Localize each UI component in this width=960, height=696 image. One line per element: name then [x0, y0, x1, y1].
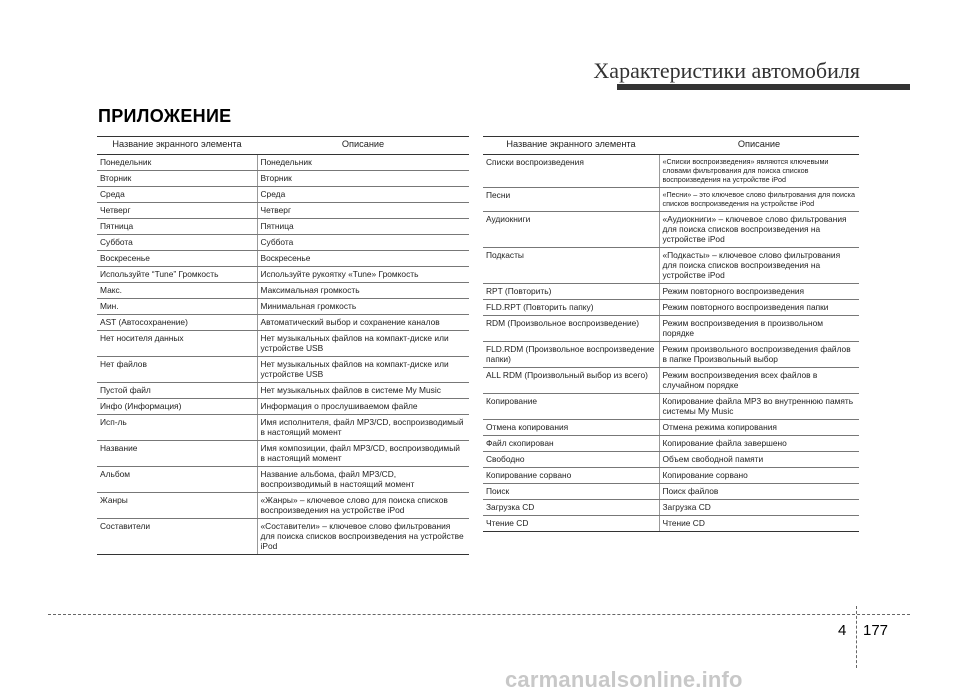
cell-desc: Нет музыкальных файлов в системе My Music: [257, 383, 469, 399]
cell-name: Свободно: [483, 452, 659, 468]
cell-name: Исп-ль: [97, 415, 257, 441]
table-row: [97, 383, 469, 399]
cell-desc: Максимальная громкость: [257, 283, 469, 299]
table-left-body: [97, 155, 469, 555]
page-number: 177: [863, 622, 889, 639]
table-row: [97, 467, 469, 493]
cell-name: Нет файлов: [97, 357, 257, 383]
table-row: [483, 212, 859, 248]
header-title: Характеристики автомобиля: [593, 58, 860, 83]
cell-name: Мин.: [97, 299, 257, 315]
cell-name: Пустой файл: [97, 383, 257, 399]
table-row: [97, 203, 469, 219]
cell-desc: «Списки воспроизведения» являются ключевыми словами фильтрования для поиска списков воспроизведения на устройстве iPod: [659, 155, 859, 188]
table-row: [483, 155, 859, 188]
cell-desc: «Жанры» – ключевое слово для поиска списков воспроизведения на устройстве iPod: [257, 493, 469, 519]
watermark: carmanualsonline.info: [505, 667, 743, 692]
cell-name: Подкасты: [483, 248, 659, 284]
cell-name: FLD.RDM (Произвольное воспроизведение папки): [483, 342, 659, 368]
footer-divider: [48, 614, 910, 615]
cell-name: Поиск: [483, 484, 659, 500]
table-row: [483, 452, 859, 468]
table-row: [483, 420, 859, 436]
cell-desc: «Аудиокниги» – ключевое слово фильтрования для поиска списков воспроизведения на устройстве iPod: [659, 212, 859, 248]
table-row: [97, 187, 469, 203]
cell-desc: «Песни» – это ключевое слово фильтрования для поиска списков воспроизведения на устройстве iPod: [659, 188, 859, 212]
cell-desc: Отмена режима копирования: [659, 420, 859, 436]
cell-name: Нет носителя данных: [97, 331, 257, 357]
table-row: [97, 315, 469, 331]
page-number-separator: [856, 606, 857, 668]
cell-name: Среда: [97, 187, 257, 203]
cell-desc: «Составители» – ключевое слово фильтрования для поиска списков воспроизведения на устройстве iPod: [257, 519, 469, 555]
table-row: [483, 484, 859, 500]
table-row: [97, 357, 469, 383]
cell-name: AST (Автосохранение): [97, 315, 257, 331]
cell-desc: Суббота: [257, 235, 469, 251]
cell-desc: Копирование файла завершено: [659, 436, 859, 452]
cell-desc: Автоматический выбор и сохранение каналов: [257, 315, 469, 331]
cell-name: Воскресенье: [97, 251, 257, 267]
table-row: [97, 299, 469, 315]
col-header-desc: Описание: [659, 137, 859, 155]
cell-desc: Понедельник: [257, 155, 469, 171]
cell-name: Загрузка CD: [483, 500, 659, 516]
cell-desc: Объем свободной памяти: [659, 452, 859, 468]
cell-name: Макс.: [97, 283, 257, 299]
cell-desc: Режим произвольного воспроизведения файлов в папке Произвольный выбор: [659, 342, 859, 368]
cell-name: Составители: [97, 519, 257, 555]
cell-desc: Вторник: [257, 171, 469, 187]
table-header-row: [483, 137, 859, 155]
table-row: [483, 300, 859, 316]
table-row: [97, 331, 469, 357]
table-row: [483, 516, 859, 532]
cell-desc: Чтение CD: [659, 516, 859, 532]
cell-name: Четверг: [97, 203, 257, 219]
cell-name: Жанры: [97, 493, 257, 519]
cell-desc: Используйте рукоятку «Tune» Громкость: [257, 267, 469, 283]
table-row: [97, 399, 469, 415]
table-row: [97, 267, 469, 283]
table-right-body: [483, 155, 859, 532]
cell-desc: Пятница: [257, 219, 469, 235]
table-row: [97, 235, 469, 251]
cell-desc: Нет музыкальных файлов на компакт-диске или устройстве USB: [257, 357, 469, 383]
table-left: [97, 136, 469, 555]
cell-name: FLD.RPT (Повторить папку): [483, 300, 659, 316]
table-row: [97, 283, 469, 299]
cell-name: Отмена копирования: [483, 420, 659, 436]
cell-name: Чтение CD: [483, 516, 659, 532]
table-row: [483, 468, 859, 484]
col-header-desc: Описание: [257, 137, 469, 155]
cell-name: RDM (Произвольное воспроизведение): [483, 316, 659, 342]
cell-name: ALL RDM (Произвольный выбор из всего): [483, 368, 659, 394]
cell-desc: Копирование файла MP3 во внутреннюю память системы My Music: [659, 394, 859, 420]
cell-name: Списки воспроизведения: [483, 155, 659, 188]
cell-name: Используйте “Tune” Громкость: [97, 267, 257, 283]
cell-name: Суббота: [97, 235, 257, 251]
table-row: [483, 342, 859, 368]
cell-name: RPT (Повторить): [483, 284, 659, 300]
table-row: [97, 155, 469, 171]
cell-name: Альбом: [97, 467, 257, 493]
cell-desc: Копирование сорвано: [659, 468, 859, 484]
cell-desc: «Подкасты» – ключевое слово фильтрования для поиска списков воспроизведения на устройстве iPod: [659, 248, 859, 284]
table-row: [97, 219, 469, 235]
table-row: [97, 251, 469, 267]
cell-desc: Режим повторного воспроизведения папки: [659, 300, 859, 316]
table-row: [97, 519, 469, 555]
table-row: [483, 500, 859, 516]
table-row: [483, 284, 859, 300]
cell-desc: Среда: [257, 187, 469, 203]
cell-desc: Имя композиции, файл MP3/CD, воспроизводимый в настоящий момент: [257, 441, 469, 467]
header-rule: [617, 84, 910, 90]
cell-name: Копирование: [483, 394, 659, 420]
section-title: ПРИЛОЖЕНИЕ: [98, 106, 232, 126]
cell-name: Понедельник: [97, 155, 257, 171]
cell-name: Песни: [483, 188, 659, 212]
table-right: [483, 136, 859, 532]
cell-name: Аудиокниги: [483, 212, 659, 248]
table-row: [97, 171, 469, 187]
table-row: [97, 493, 469, 519]
table-row: [97, 415, 469, 441]
cell-desc: Информация о прослушиваемом файле: [257, 399, 469, 415]
cell-desc: Четверг: [257, 203, 469, 219]
cell-desc: Название альбома, файл MP3/CD, воспроизводимый в настоящий момент: [257, 467, 469, 493]
col-header-name: Название экранного элемента: [97, 137, 257, 155]
cell-name: Файл скопирован: [483, 436, 659, 452]
cell-desc: Минимальная громкость: [257, 299, 469, 315]
cell-name: Название: [97, 441, 257, 467]
table-row: [483, 436, 859, 452]
cell-name: Вторник: [97, 171, 257, 187]
cell-desc: Воскресенье: [257, 251, 469, 267]
table-row: [483, 248, 859, 284]
cell-desc: Режим воспроизведения в произвольном порядке: [659, 316, 859, 342]
col-header-name: Название экранного элемента: [483, 137, 659, 155]
cell-desc: Загрузка CD: [659, 500, 859, 516]
cell-name: Пятница: [97, 219, 257, 235]
table-row: [483, 368, 859, 394]
table-row: [483, 394, 859, 420]
chapter-number: 4: [838, 622, 847, 639]
cell-desc: Имя исполнителя, файл MP3/CD, воспроизводимый в настоящий момент: [257, 415, 469, 441]
table-header-row: [97, 137, 469, 155]
cell-name: Инфо (Информация): [97, 399, 257, 415]
cell-desc: Поиск файлов: [659, 484, 859, 500]
cell-name: Копирование сорвано: [483, 468, 659, 484]
table-row: [483, 188, 859, 212]
table-row: [483, 316, 859, 342]
cell-desc: Нет музыкальных файлов на компакт-диске или устройстве USB: [257, 331, 469, 357]
cell-desc: Режим воспроизведения всех файлов в случайном порядке: [659, 368, 859, 394]
table-row: [97, 441, 469, 467]
cell-desc: Режим повторного воспроизведения: [659, 284, 859, 300]
